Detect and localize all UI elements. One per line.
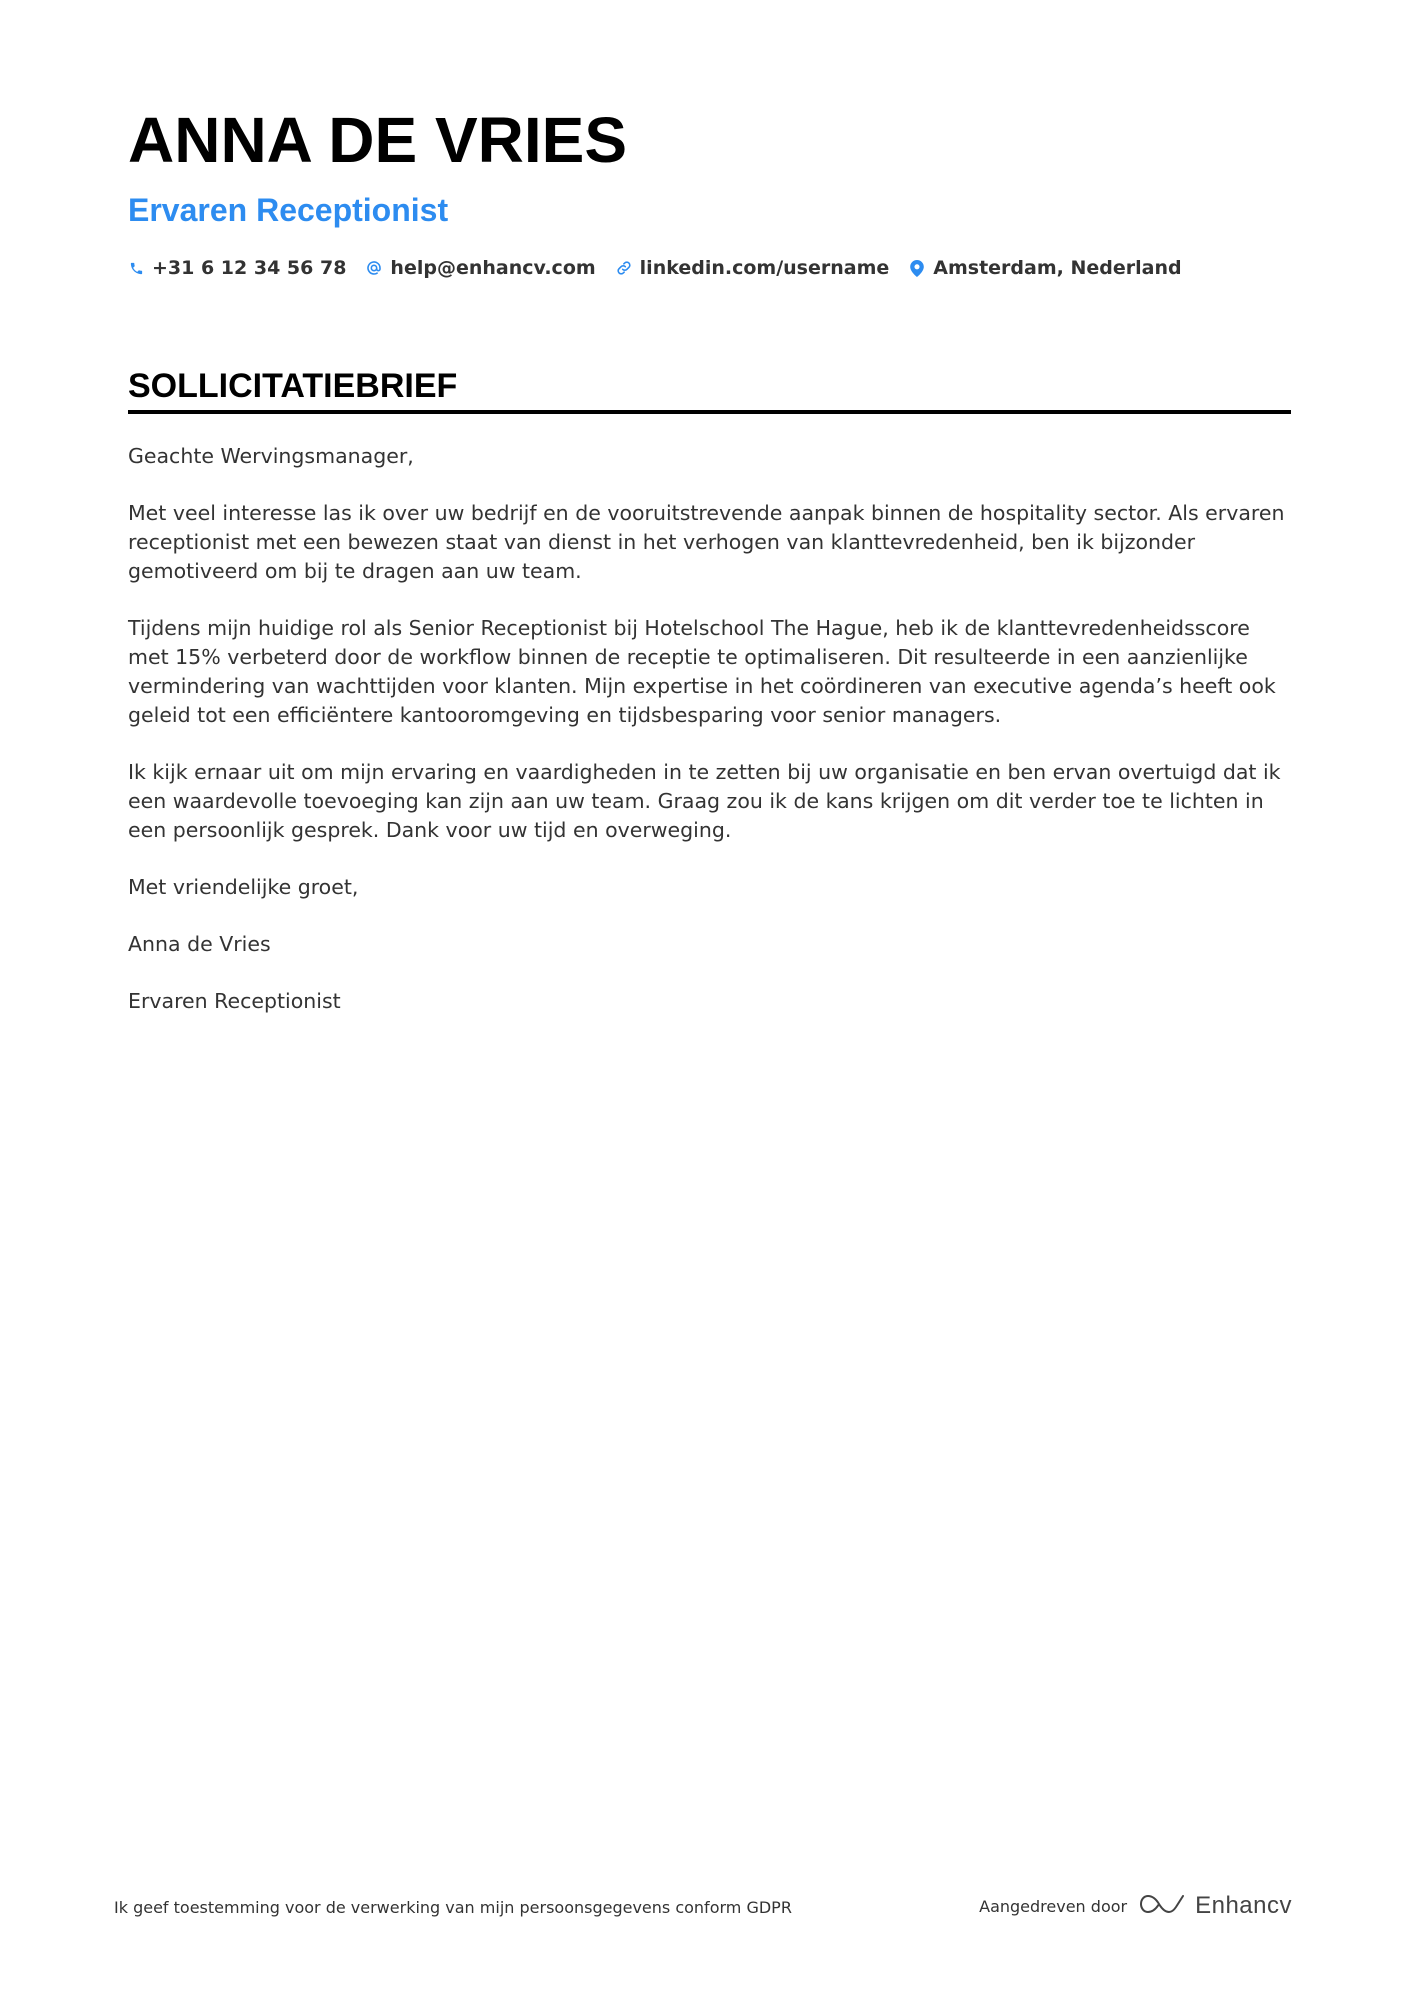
letter-salutation: Geachte Wervingsmanager, [128,444,414,468]
signature-name: Anna de Vries [128,932,271,956]
contact-email [366,257,595,279]
letter-paragraph: Met veel interesse las ik over uw bedrijf en de vooruitstrevende aanpak binnen de hospitality sector. Als ervaren receptionist met een bewezen staat van dienst in het verhogen van klanttevredenheid, ben ik bijzonder gemotiveerd om bij te dragen aan uw team. [128,501,1285,583]
candidate-role: Ervaren Receptionist [128,192,449,228]
contact-phone [128,257,346,279]
contact-phone-text: +31 6 12 34 56 78 [152,257,347,279]
candidate-name: ANNA DE VRIES [128,104,628,176]
letter-paragraph: Ik kijk ernaar uit om mijn ervaring en vaardigheden in te zetten bij uw organisatie en ben ervan overtuigd dat ik een waardevolle toevoeging kan zijn aan uw team. Graag zou ik de kans krijgen om dit verder toe te lichten in een persoonlijk gesprek. Dank voor uw tijd en overweging. [128,760,1281,842]
contact-linkedin [616,257,890,279]
contact-email-text: help@enhancv.com [390,257,596,279]
gdpr-consent-text: Ik geef toestemming voor de verwerking van mijn persoonsgegevens conform GDPR [114,1898,792,1917]
link-icon [616,259,632,277]
enhancv-brand[interactable] [1139,1892,1292,1920]
section-divider [128,410,1291,414]
powered-by-label: Aangedreven door [979,1896,1128,1916]
contact-location [909,257,1181,279]
at-icon [366,259,382,277]
contact-linkedin-text: linkedin.com/username [639,257,890,279]
phone-icon [128,259,144,277]
contact-bar [128,255,1182,281]
letter-closing: Met vriendelijke groet, [128,875,359,899]
enhancv-brand-name: Enhancv [1195,1892,1292,1919]
signature-role: Ervaren Receptionist [128,989,341,1013]
location-pin-icon [909,259,925,277]
powered-by [979,1892,1292,1920]
letter-body [128,442,1293,1044]
enhancv-logo-icon [1139,1892,1185,1920]
section-title: SOLLICITATIEBRIEF [128,367,458,405]
contact-location-text: Amsterdam, Nederland [933,257,1182,279]
letter-paragraph: Tijdens mijn huidige rol als Senior Receptionist bij Hotelschool The Hague, heb ik de klanttevredenheidsscore met 15% verbeterd door de workflow binnen de receptie te optimaliseren. Dit resulteerde in een aanzienlijke vermindering van wachttijden voor klanten. Mijn expertise in het coördineren van executive agenda’s heeft ook geleid tot een efficiëntere kantooromgeving en tijdsbesparing voor senior managers. [128,616,1276,727]
